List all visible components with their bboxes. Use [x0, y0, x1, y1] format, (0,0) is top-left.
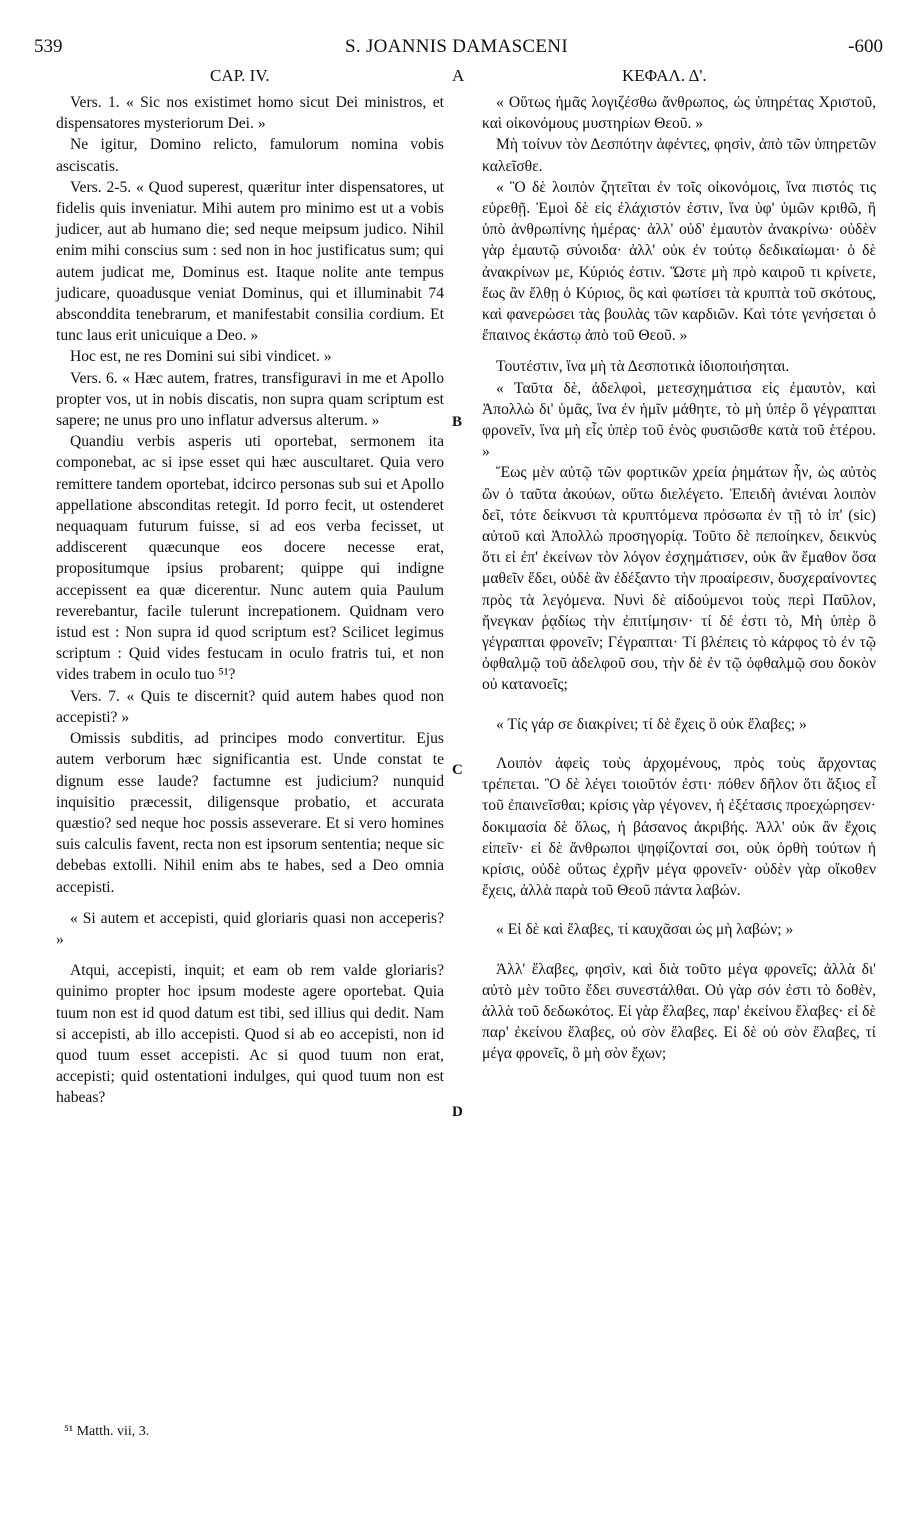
greek-column [482, 92, 876, 1065]
page-number-right: -600 [848, 36, 883, 57]
commentary-paragraph: Τουτέστιν, ἵνα μὴ τὰ Δεσποτικὰ ἰδιοποιήσηται. [496, 358, 790, 376]
verse-paragraph: Vers. 2-5. « Quod superest, quæritur inter dispensatores, ut fidelis quis inveniatur. Mihi autem pro minimo est ut a vobis judicer, aut ab humano die; sed neque meipsum judico. Nihil enim mihi conscius sum : sed non in hoc justificatus sum; qui autem judicat me, Dominus est. Itaque nolite ante tempus judicare, quoadusque veniat Dominus, qui et illuminabit 74 absconddita tenebrarum, et manifestabit consilia cordium. Et tunc laus erit unicuique a Deo. » [56, 178, 444, 345]
commentary-paragraph: Ἕως μὲν αὐτῷ τῶν φορτικῶν χρεία ῥημάτων ἦν, ὡς αὐτὸς ὢν ὁ ταῦτα ἀκούων, οὕτω διελέγετο. Ἐπειδὴ ἀνιέναι λοιπὸν δεῖ, τότε δείκνυσι τὰ κρυπτόμενα πρόσωπα ἐν τῇ τὸ ἰπ' (sic) αὐτοῦ καὶ Ἀπολλὼ προσηγορίᾳ. Τοῦτο δὲ πεποίηκεν, δεικνὺς ὅτι εἰ ἐπ' ἐκείνων τὸν λόγον ἐσχημάτισεν, οὐκ ἂν ἔμαθον ὅσα μαθεῖν ἔδει, οὐδὲ ἂν ἐδέξαντο τὴν προαίρεσιν, δυσχεραίνοντες πρὸς τὰ λεγόμενα. Νυνὶ δὲ αἰδούμενοι τοὺς περὶ Παῦλον, ἤνεγκαν ῥᾳδίως τὴν ἐπιτίμησιν· τί δέ ἐστι τὸ, Μὴ ὑπὲρ ὃ γέγραπται φρονεῖν; Γέγραπται· Τί βλέπεις τὸ κάρφος τὸ ἐν τῷ ὀφθαλμῷ τοῦ ἀδελφοῦ σου, τὴν δὲ ἐν τῷ ὀφθαλμῷ σου δοκὸν οὐ κατανοεῖς; [482, 464, 876, 694]
chapter-heading [0, 66, 913, 88]
commentary-paragraph: Μὴ τοίνυν τὸν Δεσπότην ἀφέντες, φησὶν, ἀπὸ τῶν ὑπηρετῶν καλεῖσθε. [482, 136, 876, 175]
verse-paragraph: Vers. 6. « Hæc autem, fratres, transfiguravi in me et Apollo propter vos, ut in nobis discatis, non supra quam scriptum est sapere; ne unus pro uno inflatur adversus alterum. » [56, 369, 444, 430]
verse-paragraph: « Εἰ δὲ καὶ ἔλαβες, τί καυχᾶσαι ὡς μὴ λαβών; » [496, 921, 794, 939]
commentary-paragraph: Atqui, accepisti, inquit; et eam ob rem valde gloriaris? quinimo propter hoc ipsum modeste agere oportebat. Quia tuum non est id quod datum est tibi, sed illius qui dedit. Nam si accepisti, ab illo accepisti. Quod si ab eo accepisti, non id quod tuum esset accepisti. Ac si quod tuum non erat, accepisti; quid ostentationi indulges, qui quod tuum non est habeas? [56, 962, 444, 1107]
verse-paragraph: « Ταῦτα δὲ, ἀδελφοὶ, μετεσχημάτισα εἰς ἐμαυτὸν, καὶ Ἀπολλὼ δι' ὑμᾶς, ἵνα ἐν ἡμῖν μάθητε, τὸ μὴ ὑπὲρ ὃ γέγραπται φρονεῖν, ἵνα μὴ εἷς ὑπὲρ τοῦ ἑνὸς φυσιῶσθε κατὰ τοῦ ἑτέρου. » [482, 379, 876, 461]
margin-marker-b: B [452, 414, 463, 430]
chapter-heading-latin: CAP. IV. [210, 66, 270, 85]
commentary-paragraph: Quandiu verbis asperis uti oportebat, sermonem ita componebat, ac si ipse esset qui hæc auscultaret. Quia vero remittere tandem oportebat, idcirco personas sub sui et Apollo appellatione absconditas retegit. Id porro fecit, ut ostenderet nequaquam futurum fuisse, si ad eos verba fecisset, ut addiscerent quæcunque eos docere necesse erat, propositumque ipsius probarent; quippe qui indigne accepissent ea quæ dicerentur. Nunc autem quia Paulum reverebantur, facile tulerunt increpationem. Quidnam vero istud est : Non supra id quod scriptum est? Scilicet legimus scriptum : Quid vides festucam in oculo fratris tui, et non vides trabem in oculo tuo ⁵¹? [56, 433, 444, 684]
commentary-paragraph: Ἀλλ' ἔλαβες, φησὶν, καὶ διὰ τοῦτο μέγα φρονεῖς; ἀλλὰ δι' αὐτὸ μὲν τοῦτο ἔδει συνεστάλθαι. Οὐ γὰρ σόν ἐστι τὸ δοθὲν, ἀλλὰ τοῦ δεδωκότος. Εἰ γὰρ ἔλαβες, παρ' ἐκείνου ἔλαβες· εἰ δὲ παρ' ἐκείνου ἔλαβες, οὐ σὸν ἔλαβες. Εἰ δὲ οὐ σὸν ἔλαβες, τί μέγα φρονεῖς, ὃ μὴ σὸν ἔχων; [482, 960, 876, 1063]
footnote: ⁵¹ Matth. vii, 3. [64, 1424, 150, 1439]
commentary-paragraph: Λοιπὸν ἀφεὶς τοὺς ἀρχομένους, πρὸς τοὺς ἄρχοντας τρέπεται. Ὃ δὲ λέγει τοιοῦτόν ἐστι· πόθεν δῆλον ὅτι ἄξιος εἶ τοῦ ἐπαινεῖσθαι; κρίσις γὰρ γέγονεν, ἡ ἐξέτασις προεχώρησεν· δοκιμασία δὲ ὅλως, ἡ βάσανος ἀκριβής. Ἀλλ' οὐκ ἂν ἔχοις εἰπεῖν· εἰ δὲ ἄνθρωποι ψηφίζονταί σοι, οὐκ ὀρθὴ τούτων ἡ κρίσις, οὐδὲ οὕτως ἐχρῆν μέγα φρονεῖν· οὐδὲν γὰρ οἴκοθεν ἔχεις, ἀλλὰ παρὰ τοῦ Θεοῦ πάντα λαβών. [482, 754, 876, 900]
verse-paragraph: « Ὃ δὲ λοιπὸν ζητεῖται ἐν τοῖς οἰκονόμοις, ἵνα πιστός τις εὑρεθῇ. Ἐμοὶ δὲ εἰς ἐλάχιστόν ἐστιν, ἵνα ὑφ' ὑμῶν κριθῶ, ἢ ὑπὸ ἀνθρωπίνης ἡμέρας· ἀλλ' οὐδ' ἐμαυτὸν ἀνακρίνω· οὐδὲν γὰρ ἐμαυτῷ σύνοιδα· ἀλλ' οὐκ ἐν τούτῳ δεδικαίωμαι· ὁ δὲ ἀνακρίνων με, Κύριός ἐστιν. Ὥστε μὴ πρὸ καιροῦ τι κρίνετε, ἕως ἂν ἔλθῃ ὁ Κύριος, ὃς καὶ φωτίσει τὰ κρυπτὰ τοῦ σκότους, καὶ φανερώσει τὰς βουλὰς τῶν καρδιῶν. Καὶ τότε γενήσεται ὁ ἔπαινος ἑκάστῳ ἀπὸ τοῦ Θεοῦ. » [482, 178, 876, 345]
margin-marker-c: C [452, 762, 463, 778]
commentary-paragraph: Omissis subditis, ad principes modo convertitur. Ejus autem verborum hæc significantia est. Unde constat te dignum esse laude? factumne est judicium? nunquid inquisitio præcessit, diligensque probatio, et accurata quæstio? sed neque hoc possis asseverare. Et si vero homines suis calculis favent, recta non est ipsorum sententia; neque sic debebas extolli. Nihil enim abs te habes, sed a Deo omnia accepisti. [56, 730, 444, 896]
verse-paragraph: « Si autem et accepisti, quid gloriaris quasi non acceperis? » [56, 909, 444, 948]
verse-paragraph: « Τίς γάρ σε διακρίνει; τί δὲ ἔχεις ὃ οὐκ ἔλαβες; » [496, 715, 807, 733]
latin-column [56, 92, 444, 1109]
verse-paragraph: Vers. 1. « Sic nos existimet homo sicut Dei ministros, et dispensatores mysteriorum Dei. » [56, 94, 444, 133]
chapter-heading-greek: ΚΕΦΑΛ. Δ'. [622, 66, 707, 85]
page-number-left: 539 [34, 36, 63, 57]
running-title: S. JOANNIS DAMASCENI [345, 36, 568, 57]
commentary-paragraph: Ne igitur, Domino relicto, famulorum nomina vobis asciscatis. [56, 136, 444, 175]
verse-paragraph: « Οὕτως ἡμᾶς λογιζέσθω ἄνθρωπος, ὡς ὑπηρέτας Χριστοῦ, καὶ οἰκονόμους μυστηρίων Θεοῦ. » [482, 94, 876, 133]
commentary-paragraph: Hoc est, ne res Domini sui sibi vindicet. » [70, 348, 332, 366]
margin-marker-d: D [452, 1104, 463, 1120]
margin-marker-a: A [452, 66, 465, 85]
verse-paragraph: Vers. 7. « Quis te discernit? quid autem habes quod non accepisti? » [56, 687, 444, 726]
page-header [0, 36, 913, 62]
